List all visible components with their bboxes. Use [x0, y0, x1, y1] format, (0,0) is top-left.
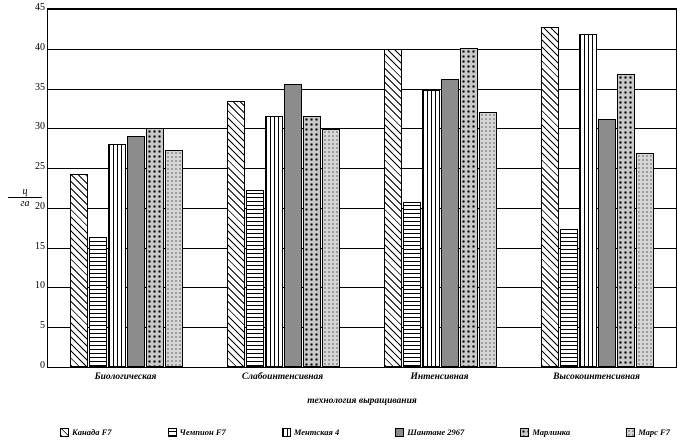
y-tick-label: 5 [40, 320, 45, 332]
x-tick-label: Биологическая [94, 372, 157, 382]
legend-swatch-icon [626, 428, 635, 437]
bar [422, 90, 440, 367]
legend-swatch-icon [282, 428, 291, 437]
legend-label: Марлинка [532, 427, 571, 437]
legend-item[interactable] [60, 427, 112, 437]
bar [441, 79, 459, 367]
legend-swatch-icon [520, 428, 529, 437]
y-tick-label: 25 [35, 161, 45, 173]
bar [322, 129, 340, 367]
y-tick-label: 45 [35, 2, 45, 13]
bar [579, 34, 597, 367]
y-tick-label: 30 [35, 121, 45, 133]
y-tick-label: 40 [35, 41, 45, 53]
y-tick-label: 15 [35, 240, 45, 252]
x-tick-label: Высокоинтенсивная [553, 372, 640, 382]
legend-item[interactable] [395, 427, 464, 437]
bar [70, 174, 88, 367]
bar-group [205, 9, 362, 367]
x-axis-category-labels [47, 372, 677, 388]
bar [127, 136, 145, 367]
bar [560, 229, 578, 367]
bar [617, 74, 635, 367]
bar [89, 237, 107, 367]
bar [227, 101, 245, 367]
bar [108, 144, 126, 367]
bar [403, 202, 421, 367]
chart-legend [60, 424, 670, 440]
legend-item[interactable] [520, 427, 570, 437]
bar-groups [48, 9, 676, 367]
legend-item[interactable] [168, 427, 226, 437]
bar [384, 49, 402, 367]
y-tick-label: 0 [40, 360, 45, 371]
bar [246, 190, 264, 367]
bar [265, 116, 283, 367]
bar-group [48, 9, 205, 367]
y-tick-label: 10 [35, 280, 45, 292]
legend-swatch-icon [60, 428, 69, 437]
plot-area [47, 8, 677, 368]
bar [479, 112, 497, 367]
y-axis-title-numerator: ц [22, 186, 28, 197]
bar-group [519, 9, 676, 367]
bar [636, 153, 654, 367]
y-tick-label: 20 [35, 200, 45, 212]
bar [541, 27, 559, 367]
bar [146, 128, 164, 367]
bar [598, 119, 616, 367]
legend-item[interactable] [282, 427, 339, 437]
x-axis-title: технология выращивания [307, 396, 417, 406]
legend-label: Канада F7 [72, 427, 112, 437]
gridline [48, 367, 676, 368]
x-tick-label: Интенсивная [410, 372, 469, 382]
bar [460, 48, 478, 367]
y-tick-label: 35 [35, 81, 45, 93]
bar [303, 116, 321, 367]
legend-label: Ментская 4 [293, 427, 340, 437]
legend-swatch-icon [168, 428, 177, 437]
y-axis-title-denominator: га [8, 197, 42, 209]
legend-label: Шантане 2967 [407, 427, 465, 437]
x-tick-label: Слабоинтенсивная [241, 372, 324, 382]
bar [284, 84, 302, 367]
legend-item[interactable] [626, 427, 670, 437]
legend-swatch-icon [395, 428, 404, 437]
bar [165, 150, 183, 367]
legend-label: Чемпион F7 [179, 427, 226, 437]
legend-label: Марс F7 [638, 427, 670, 437]
bar-group [362, 9, 519, 367]
